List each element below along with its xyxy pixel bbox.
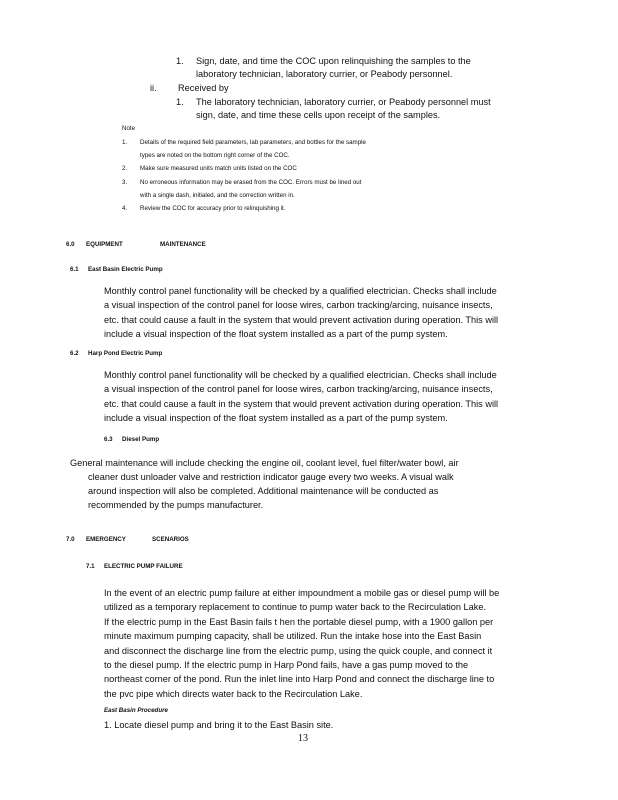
list-number: ii. <box>150 83 157 93</box>
note-text: with a single dash, initialed, and the correction written in. <box>140 192 295 199</box>
subsection-number: 6.2 <box>70 350 79 357</box>
note-text: No erroneous information may be erased from the COC. Errors must be lined out <box>140 179 362 186</box>
subsection-title: Harp Pond Electric Pump <box>88 350 163 357</box>
paragraph-line: the pvc pipe which directs water back to the Recirculation Lake. <box>104 688 363 699</box>
note-number: 4. <box>122 205 128 212</box>
section-paragraph <box>104 368 544 426</box>
subsection-number: 7.1 <box>86 563 95 570</box>
note-title: Note <box>122 125 136 132</box>
paragraph-line: northeast corner of the pond. Run the inlet line into Harp Pond and connect the discharge line to <box>104 674 495 685</box>
paragraph-line: General maintenance will include checking the engine oil, coolant level, fuel filter/water bowl, air <box>70 458 459 468</box>
section-paragraph <box>104 284 544 342</box>
paragraph-line: around inspection will also be completed. Additional maintenance will be conducted as <box>88 486 439 496</box>
subsection-title: East Basin Electric Pump <box>88 266 163 273</box>
note-number: 2. <box>122 165 128 172</box>
note-number: 1. <box>122 139 128 146</box>
section-paragraph <box>104 586 554 701</box>
paragraph-line: and disconnect the discharge line from the electric pump, using the quick couple, and connect it <box>104 645 493 656</box>
procedure-title: East Basin Procedure <box>104 707 168 714</box>
paragraph-line: cleaner dust unloader valve and restriction indicator gauge every two weeks. A visual walk <box>88 472 454 482</box>
paragraph-line: If the electric pump in the East Basin fails t hen the portable diesel pump, with a 1900 gallon per <box>104 616 494 627</box>
subsection-title: Diesel Pump <box>122 436 160 443</box>
paragraph-line: minute maximum pumping capacity, shall be utilized. Run the intake hose into the East Basin <box>104 631 482 642</box>
paragraph-line: etc. that could cause a fault in the system that would prevent activation during operation. This will <box>104 398 499 409</box>
subsection-number: 6.1 <box>70 266 79 273</box>
paragraph-line: recommended by the pumps manufacturer. <box>88 500 264 510</box>
note-text: Make sure measured units match units listed on the COC <box>140 165 297 172</box>
paragraph-line: utilized as a temporary replacement to continue to pump water back to the Recirculation Lake. <box>104 602 486 613</box>
section-title: SCENARIOS <box>152 536 189 543</box>
section-number: 7.0 <box>66 536 75 543</box>
paragraph-line: In the event of an electric pump failure at either impoundment a mobile gas or diesel pump will be <box>104 588 500 598</box>
page-number: 13 <box>298 733 308 744</box>
note-number: 3. <box>122 179 128 186</box>
coc-step-text: sign, date, and time these cells upon receipt of the samples. <box>196 110 441 120</box>
section-title: EMERGENCY <box>86 536 126 543</box>
paragraph-line: include a visual inspection of the float system installed as a part of the pump system. <box>104 413 448 424</box>
coc-step-text: Sign, date, and time the COC upon relinquishing the samples to the <box>196 56 471 66</box>
note-text: Details of the required field parameters, lab parameters, and bottles for the sample <box>140 139 366 146</box>
section-title: EQUIPMENT <box>86 241 123 248</box>
paragraph-line: etc. that could cause a fault in the system that would prevent activation during operation. This will <box>104 314 499 325</box>
paragraph-line: include a visual inspection of the float system installed as a part of the pump system. <box>104 329 448 340</box>
subsection-number: 6.3 <box>104 436 113 443</box>
coc-step-text: The laboratory technician, laboratory currier, or Peabody personnel must <box>196 97 491 107</box>
subheading: Received by <box>178 83 229 93</box>
coc-step-text: laboratory technician, laboratory currier, or Peabody personnel. <box>196 69 453 79</box>
paragraph-line: to the diesel pump. If the electric pump in Harp Pond fails, have a gas pump moved to the <box>104 660 469 671</box>
note-text: Review the COC for accuracy prior to relinquishing it. <box>140 205 286 212</box>
paragraph-line: a visual inspection of the control panel for loose wires, carbon tracking/arcing, nuisance insects, <box>104 384 493 395</box>
procedure-step: 1. Locate diesel pump and bring it to the East Basin site. <box>104 720 334 730</box>
subsection-title: ELECTRIC PUMP FAILURE <box>104 563 183 570</box>
note-text: types are noted on the bottom right corner of the COC. <box>140 152 290 159</box>
list-number: 1. <box>176 97 184 107</box>
section-number: 6.0 <box>66 241 75 248</box>
list-number: 1. <box>176 56 184 66</box>
paragraph-line: Monthly control panel functionality will be checked by a qualified electrician. Checks shall include <box>104 286 497 296</box>
section-title: MAINTENANCE <box>160 241 206 248</box>
paragraph-line: Monthly control panel functionality will be checked by a qualified electrician. Checks shall include <box>104 370 497 380</box>
paragraph-line: a visual inspection of the control panel for loose wires, carbon tracking/arcing, nuisance insects, <box>104 300 493 311</box>
